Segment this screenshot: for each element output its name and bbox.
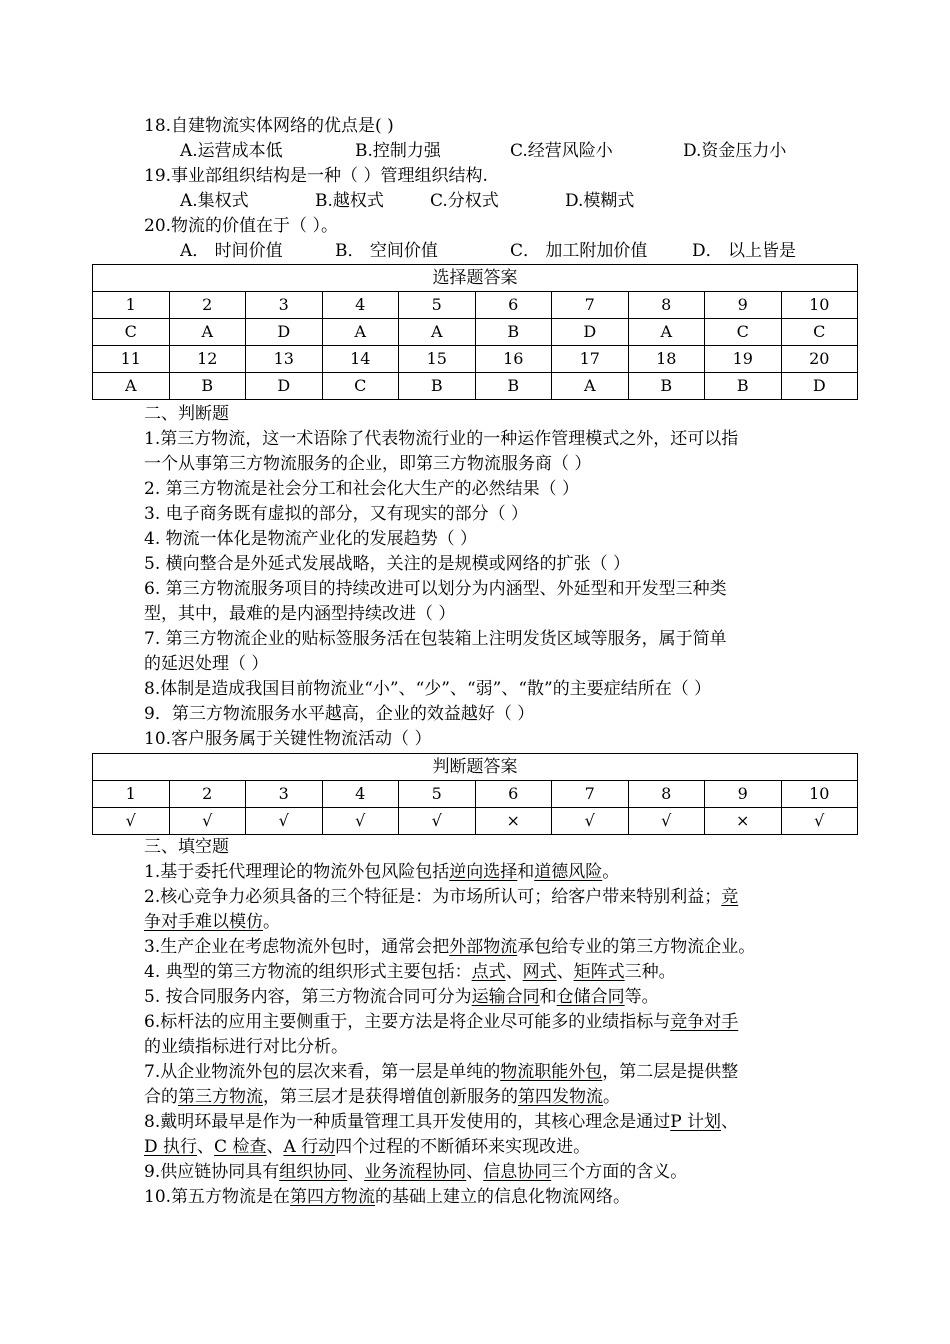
- fill-text: 4. 典型的第三方物流的组织形式主要包括：: [144, 962, 472, 982]
- fill-text: 和: [517, 862, 535, 882]
- table-cell: 3: [246, 781, 323, 808]
- table-cell: 6: [475, 292, 552, 319]
- fill-text: 等。: [624, 987, 659, 1007]
- choice-answer-table: [92, 264, 858, 400]
- fill-line: [144, 1085, 620, 1109]
- choice-answer-table-title: 选择题答案: [93, 265, 858, 292]
- fill-answer: 第四方物流: [290, 1187, 376, 1207]
- table-cell: C: [322, 373, 399, 400]
- table-cell: 5: [399, 781, 476, 808]
- fill-answer: A 行动: [283, 1137, 336, 1157]
- table-cell: D: [552, 319, 629, 346]
- fill-answer: 运输合同: [471, 987, 540, 1007]
- table-cell: ×: [705, 808, 782, 835]
- table-cell: A: [628, 319, 705, 346]
- table-cell: 1: [93, 781, 170, 808]
- fill-answer: 点式: [471, 962, 506, 982]
- fill-text: 6.标杆法的应用主要侧重于，主要方法是将企业尽可能多的业绩指标与: [144, 1012, 671, 1032]
- judge-line: 9．第三方物流服务水平越高，企业的效益越好（ ）: [144, 704, 535, 724]
- table-cell: B: [475, 319, 552, 346]
- option-d: D.模糊式: [565, 191, 635, 211]
- table-cell: D: [246, 373, 323, 400]
- table-row: [93, 781, 858, 808]
- fill-answer: 矩阵式: [573, 962, 625, 982]
- fill-answer: 竞: [721, 887, 739, 907]
- fill-answer: 外部物流: [449, 937, 518, 957]
- table-cell: ×: [475, 808, 552, 835]
- table-cell: 9: [705, 781, 782, 808]
- table-cell: √: [781, 808, 858, 835]
- table-cell: B: [628, 373, 705, 400]
- fill-answer: 网式: [522, 962, 557, 982]
- fill-answer: 第四发物流: [518, 1087, 603, 1107]
- fill-text: 10.第五方物流是在: [144, 1187, 291, 1207]
- table-cell: D: [781, 373, 858, 400]
- table-cell: 5: [399, 292, 476, 319]
- fill-line: [144, 1060, 738, 1084]
- table-cell: C: [705, 319, 782, 346]
- fill-line: [144, 1160, 687, 1184]
- fill-text: ，第三层才是获得增值创新服务的: [263, 1087, 518, 1107]
- fill-answer: 业务流程协同: [364, 1162, 467, 1182]
- fill-text: 、: [721, 1112, 739, 1132]
- fill-answer: D 执行: [144, 1137, 198, 1157]
- table-cell: 7: [552, 292, 629, 319]
- fill-answer: 逆向选择: [449, 862, 518, 882]
- fill-line: [144, 1110, 738, 1134]
- table-row: [93, 373, 858, 400]
- table-cell: 9: [705, 292, 782, 319]
- table-cell: A: [552, 373, 629, 400]
- fill-answer: 物流职能外包: [500, 1062, 603, 1082]
- fill-text: 9.供应链协同具有: [144, 1162, 280, 1182]
- fill-text: 的业绩指标进行对比分析。: [144, 1037, 348, 1057]
- fill-section-heading: 三、填空题: [144, 837, 229, 857]
- table-cell: 3: [246, 292, 323, 319]
- judge-line: 6. 第三方物流服务项目的持续改进可以划分为内涵型、外延型和开发型三种类: [144, 579, 727, 599]
- table-cell: 1: [93, 292, 170, 319]
- option-c: C.经营风险小: [510, 141, 613, 161]
- table-cell: 20: [781, 346, 858, 373]
- option-a: A． 时间价值: [180, 241, 283, 261]
- table-cell: √: [246, 808, 323, 835]
- table-cell: A: [169, 319, 246, 346]
- table-cell: 18: [628, 346, 705, 373]
- table-cell: B: [475, 373, 552, 400]
- fill-text: 、: [347, 1162, 365, 1182]
- table-cell: 4: [322, 781, 399, 808]
- table-cell: B: [705, 373, 782, 400]
- table-cell: 12: [169, 346, 246, 373]
- fill-line: [144, 935, 755, 959]
- judge-line: 10.客户服务属于关键性物流活动（ ）: [144, 729, 432, 749]
- table-row: [93, 346, 858, 373]
- fill-text: 5. 按合同服务内容，第三方物流合同可分为: [144, 987, 472, 1007]
- judge-line: 7. 第三方物流企业的贴标签服务活在包装箱上注明发货区域等服务，属于简单: [144, 629, 727, 649]
- fill-text: 三种。: [624, 962, 676, 982]
- table-cell: 2: [169, 781, 246, 808]
- fill-text: 四个过程的不断循环来实现改进。: [335, 1137, 591, 1157]
- table-cell: 15: [399, 346, 476, 373]
- judge-line: 型，其中，最难的是内涵型持续改进（ ）: [144, 604, 456, 624]
- fill-answer: P 计划: [670, 1112, 722, 1132]
- fill-answer: 第三方物流: [178, 1087, 263, 1107]
- table-cell: 11: [93, 346, 170, 373]
- option-b: B.控制力强: [355, 141, 441, 161]
- table-cell: 10: [781, 781, 858, 808]
- fill-text: 、: [556, 962, 574, 982]
- fill-text: 。: [603, 1087, 620, 1107]
- fill-text: 合的: [144, 1087, 178, 1107]
- table-cell: 8: [628, 292, 705, 319]
- judge-section-heading: 二、判断题: [144, 404, 229, 424]
- table-cell: 6: [475, 781, 552, 808]
- option-a: A.运营成本低: [180, 141, 283, 161]
- fill-line: [144, 1010, 738, 1034]
- option-c: C． 加工附加价值: [510, 241, 648, 261]
- fill-text: 、: [266, 1137, 284, 1157]
- fill-text: ，第二层是提供整: [602, 1062, 739, 1082]
- table-cell: √: [628, 808, 705, 835]
- question-18-stem: 18.自建物流实体网络的优点是( ): [144, 116, 394, 136]
- table-row: [93, 808, 858, 835]
- table-cell: 8: [628, 781, 705, 808]
- fill-line: [144, 985, 659, 1009]
- fill-line: [144, 1135, 590, 1159]
- fill-line: [144, 885, 738, 909]
- option-b: B.越权式: [315, 191, 384, 211]
- table-cell: √: [552, 808, 629, 835]
- fill-line: [144, 960, 676, 984]
- fill-answer: 信息协同: [483, 1162, 552, 1182]
- table-cell: 10: [781, 292, 858, 319]
- judge-line: 8.体制是造成我国目前物流业“小”、“少”、“弱”、“散”的主要症结所在（ ）: [144, 679, 712, 699]
- option-a: A.集权式: [180, 191, 249, 211]
- judge-line: 2. 第三方物流是社会分工和社会化大生产的必然结果（ ）: [144, 479, 580, 499]
- table-cell: A: [322, 319, 399, 346]
- fill-answer: 道德风险: [534, 862, 603, 882]
- fill-text: 2.核心竞争力必须具备的三个特征是：为市场所认可；给客户带来特别利益；: [144, 887, 722, 907]
- option-b: B． 空间价值: [335, 241, 438, 261]
- fill-text: 3.生产企业在考虑物流外包时，通常会把: [144, 937, 450, 957]
- option-d: D． 以上皆是: [692, 241, 797, 261]
- fill-text: 承包给专业的第三方物流企业。: [517, 937, 756, 957]
- question-20-stem: 20.物流的价值在于（ ）。: [144, 216, 338, 236]
- fill-answer: 组织协同: [279, 1162, 348, 1182]
- fill-text: 、: [466, 1162, 484, 1182]
- judge-line: 的延迟处理（ ）: [144, 654, 269, 674]
- judge-line: 3. 电子商务既有虚拟的部分，又有现实的部分（ ）: [144, 504, 529, 524]
- fill-text: 7.从企业物流外包的层次来看，第一层是单纯的: [144, 1062, 501, 1082]
- table-cell: √: [169, 808, 246, 835]
- table-row: [93, 319, 858, 346]
- fill-text: 的基础上建立的信息化物流网络。: [375, 1187, 631, 1207]
- judge-line: 1.第三方物流，这一术语除了代表物流行业的一种运作管理模式之外，还可以指: [144, 429, 739, 449]
- table-cell: 16: [475, 346, 552, 373]
- table-cell: D: [246, 319, 323, 346]
- fill-line: [144, 1185, 630, 1209]
- fill-answer: 竞争对手: [670, 1012, 739, 1032]
- judge-line: 一个从事第三方物流服务的企业，即第三方物流服务商（ ）: [144, 454, 592, 474]
- fill-text: 1.基于委托代理理论的物流外包风险包括: [144, 862, 450, 882]
- judge-answer-table: [92, 753, 858, 835]
- table-cell: √: [93, 808, 170, 835]
- judge-answer-table-title: 判断题答案: [93, 754, 858, 781]
- table-cell: √: [399, 808, 476, 835]
- table-cell: B: [399, 373, 476, 400]
- table-cell: 4: [322, 292, 399, 319]
- fill-line: [144, 910, 280, 934]
- table-cell: 19: [705, 346, 782, 373]
- option-d: D.资金压力小: [683, 141, 787, 161]
- table-cell: 14: [322, 346, 399, 373]
- table-cell: A: [399, 319, 476, 346]
- fill-answer: C 检查: [214, 1137, 267, 1157]
- table-row: [93, 292, 858, 319]
- table-cell: 7: [552, 781, 629, 808]
- judge-line: 4. 物流一体化是物流产业化的发展趋势（ ）: [144, 529, 478, 549]
- table-cell: C: [93, 319, 170, 346]
- fill-text: 三个方面的含义。: [551, 1162, 688, 1182]
- fill-text: 8.戴明环最早是作为一种质量管理工具开发使用的，其核心理念是通过: [144, 1112, 671, 1132]
- table-cell: C: [781, 319, 858, 346]
- fill-text: 。: [602, 862, 620, 882]
- table-cell: 13: [246, 346, 323, 373]
- judge-line: 5. 横向整合是外延式发展战略，关注的是规模或网络的扩张（ ）: [144, 554, 631, 574]
- fill-text: 和: [539, 987, 557, 1007]
- fill-answer: 仓储合同: [556, 987, 625, 1007]
- table-cell: B: [169, 373, 246, 400]
- option-c: C.分权式: [430, 191, 499, 211]
- fill-line: [144, 1035, 348, 1059]
- fill-line: [144, 860, 619, 884]
- table-cell: 17: [552, 346, 629, 373]
- table-cell: √: [322, 808, 399, 835]
- fill-text: 。: [263, 912, 280, 932]
- table-cell: A: [93, 373, 170, 400]
- table-cell: 2: [169, 292, 246, 319]
- question-19-stem: 19.事业部组织结构是一种（ ）管理组织结构.: [144, 166, 488, 186]
- fill-text: 、: [197, 1137, 215, 1157]
- fill-text: 、: [505, 962, 523, 982]
- fill-answer: 争对手难以模仿: [144, 912, 263, 932]
